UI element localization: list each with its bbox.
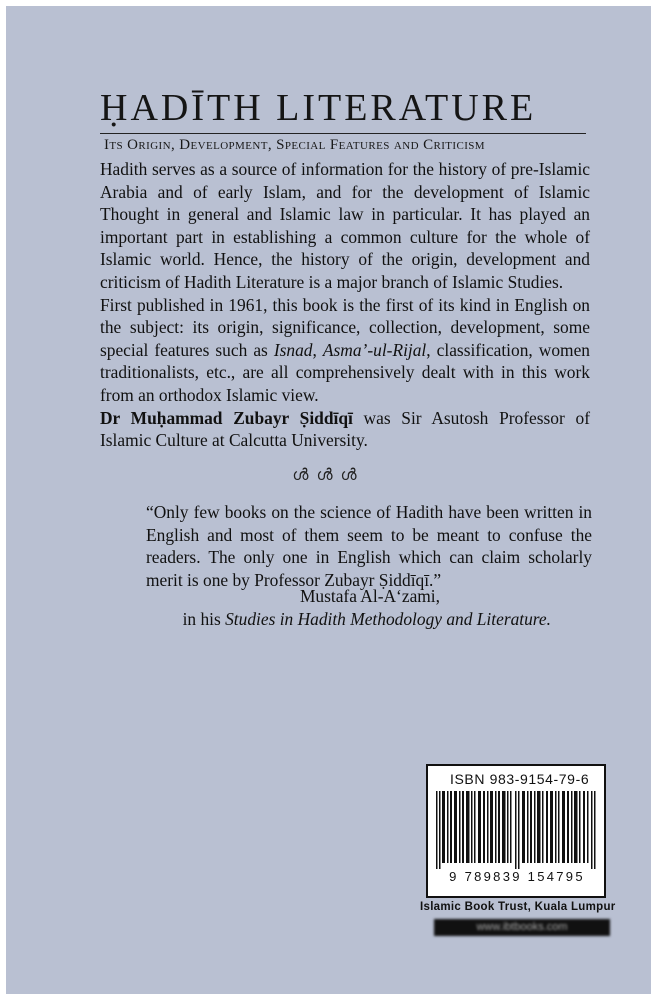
title-underline — [100, 133, 586, 134]
quote-author: Mustafa Al-A‘zami, — [299, 586, 440, 606]
blurb-paragraph-1: Hadith serves as a source of information for the history of pre-Islamic Arabia and of early Islam, and for the development of Islamic Thought in general and Islamic law in particular. It has played an important part in establishing a common culture for the whole of Islamic world. Hence, the history of the origin, development and criticism of Hadith Literature is a major branch of Islamic Studies. — [100, 159, 590, 292]
book-blurb — [100, 158, 590, 452]
author-bio-text: was Sir Asutosh Professor of Islamic Culture at Calcutta University. — [100, 407, 590, 451]
blurb-text: First published in 1961, this book is the first of its kind in English on the subject: its origin, significance, collection, development, some special features such as — [100, 294, 590, 360]
ornament-divider: ൾൾൾ — [292, 467, 365, 484]
quote-source — [6, 609, 551, 630]
blurb-text: , — [312, 339, 323, 360]
publisher-name: Islamic Book Trust, Kuala Lumpur — [420, 901, 616, 913]
book-subtitle: Its Origin, Development, Special Features and Criticism — [104, 137, 485, 153]
term-isnad: Isnad — [273, 339, 313, 360]
isbn-number: ISBN 983-9154-79-6 — [450, 771, 590, 787]
blurb-paragraph-2 — [100, 294, 590, 407]
blurb-text: , classification, women traditionalists, etc., are all comprehensively dealt with in this work from an orthodox Islamic view. — [100, 339, 590, 405]
quote-text: “Only few books on the science of Hadith have been written in English and most of them seem to be meant to confuse the readers. The only one in English which can claim scholarly merit is one by Professor Zubayr Ṣiddīqī.” — [146, 502, 592, 590]
back-cover — [6, 6, 651, 994]
endorsement-quote — [146, 501, 592, 591]
quote-source-prefix: in his — [182, 609, 226, 629]
quote-source-title: Studies in Hadith Methodology and Literature. — [225, 609, 551, 629]
barcode-digits: 9 789839 154795 — [449, 869, 585, 884]
barcode-bars — [434, 791, 600, 869]
book-title: ḤADĪTH LITERATURE — [100, 87, 537, 129]
isbn-barcode — [426, 764, 606, 898]
term-asma-ul-rijal: Asma’-ul-Rijal — [322, 339, 427, 360]
author-name: Dr Muḥammad Zubayr Ṣiddīqī — [100, 407, 353, 428]
author-bio — [100, 407, 590, 452]
publisher-website: www.ibtbooks.com — [434, 919, 610, 936]
